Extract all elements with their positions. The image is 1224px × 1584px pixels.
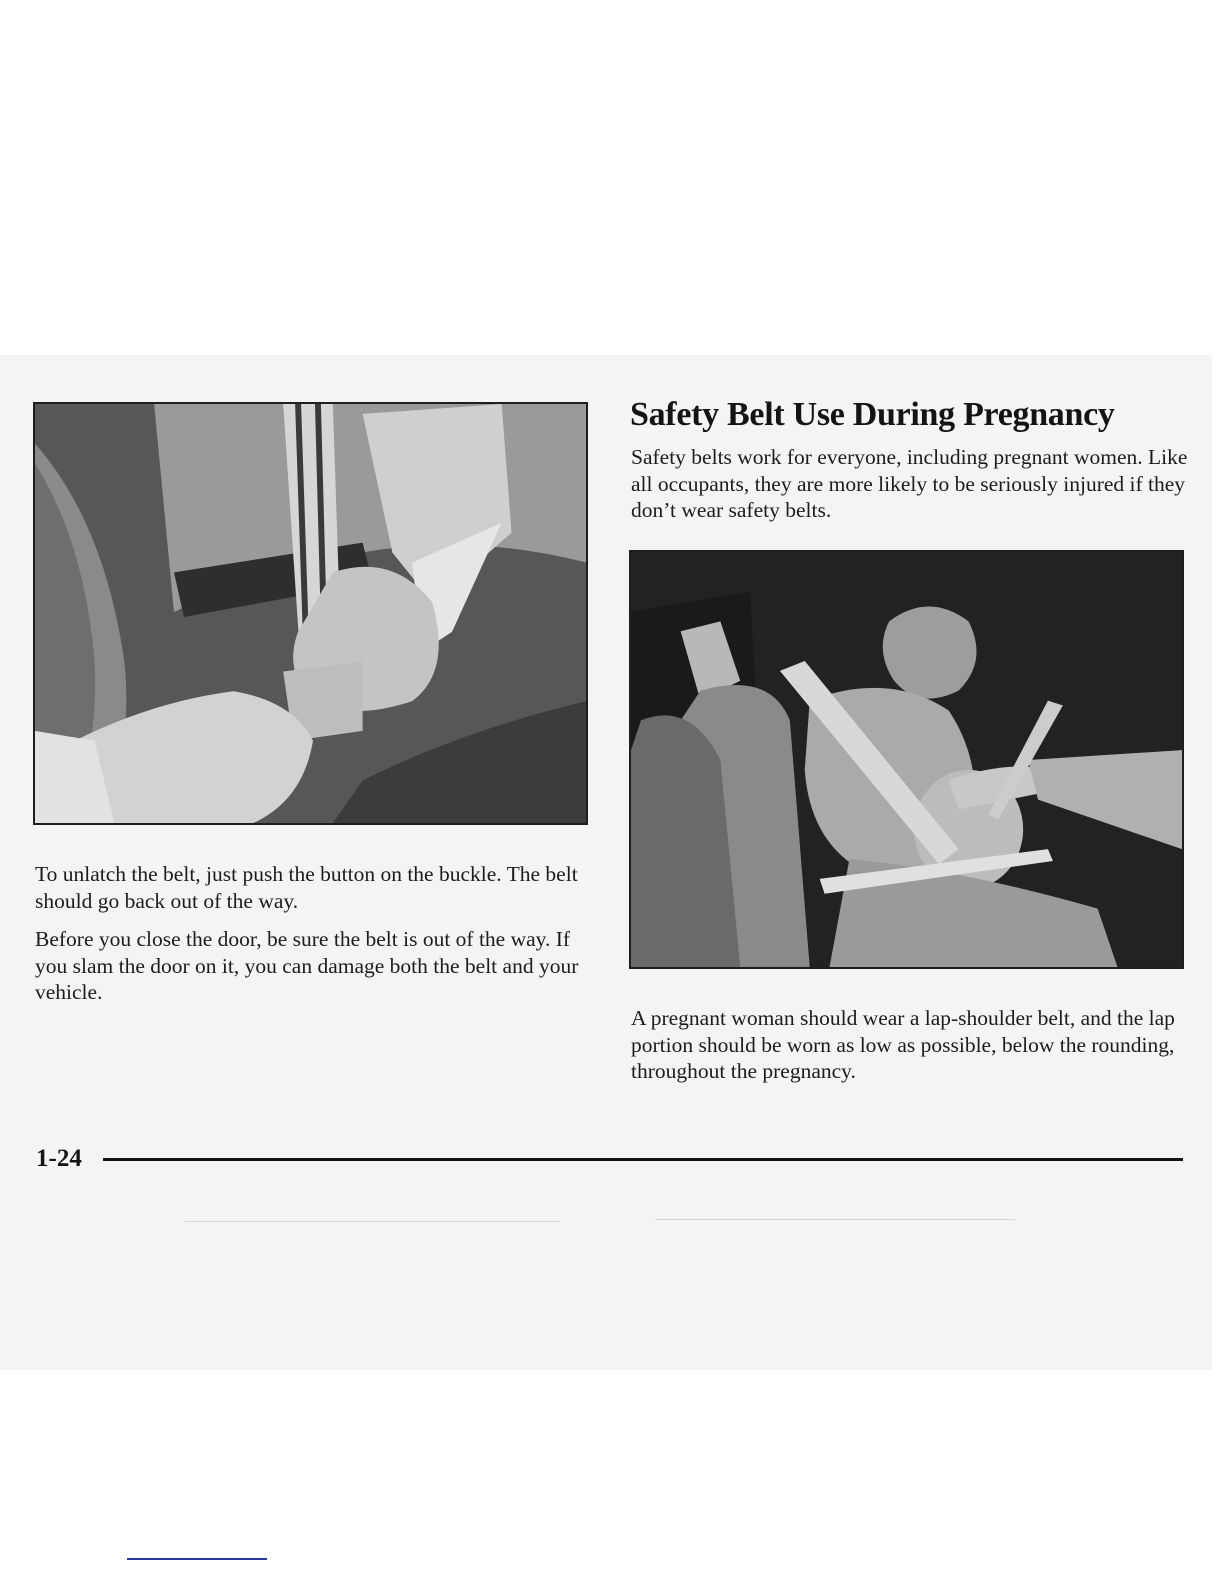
bottom-link-underline bbox=[127, 1558, 267, 1560]
door-paragraph: Before you close the door, be sure the belt is out of the way. If you slam the door on it, you can damage both the belt and your vehicle. bbox=[35, 927, 579, 1004]
unlatch-paragraph: To unlatch the belt, just push the button on the buckle. The belt should go back out of the way. bbox=[35, 862, 578, 913]
faint-divider-right bbox=[655, 1219, 1015, 1220]
section-heading: Safety Belt Use During Pregnancy bbox=[630, 396, 1115, 433]
footer-rule bbox=[103, 1158, 1183, 1161]
page-number: 1-24 bbox=[36, 1145, 82, 1172]
pregnant-paragraph: A pregnant woman should wear a lap-shoulder belt, and the lap portion should be worn as low as possible, below the rounding, throughout the pregnancy. bbox=[631, 1006, 1175, 1083]
intro-paragraph: Safety belts work for everyone, including pregnant women. Like all occupants, they are more likely to be seriously injured if they don’t wear safety belts. bbox=[631, 445, 1188, 522]
buckle-illustration bbox=[33, 402, 588, 825]
pregnant-belt-illustration bbox=[629, 550, 1184, 969]
faint-divider-left bbox=[185, 1221, 560, 1222]
